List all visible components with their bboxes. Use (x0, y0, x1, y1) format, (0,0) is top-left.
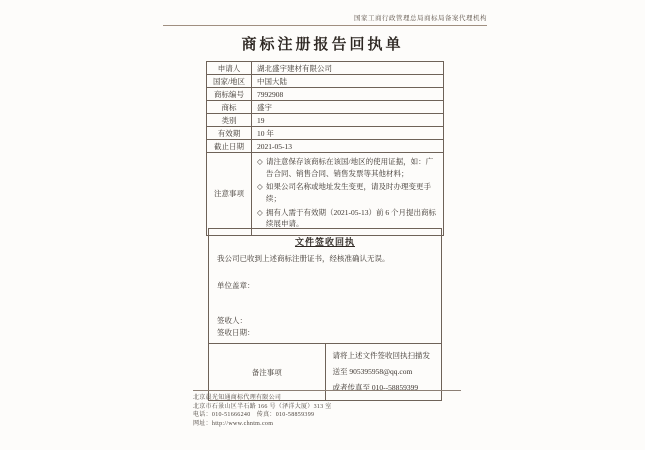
receipt-confirmation: 我公司已收到上述商标注册证书，经核准确认无误。 (217, 254, 390, 263)
notes-label: 注意事项 (207, 153, 252, 236)
row-label: 国家/地区 (207, 75, 252, 88)
letterhead-note: 国家工商行政管理总局商标局备案代理机构 (163, 13, 487, 26)
sign-date-label: 签收日期： (217, 328, 255, 337)
row-value: 2021-05-13 (252, 140, 444, 153)
document-title: 商标注册报告回执单 (241, 37, 404, 53)
row-label: 类别 (207, 114, 252, 127)
diamond-bullet-icon: ◇ (257, 207, 263, 217)
notes-row (207, 153, 444, 236)
stamp-label: 单位盖章： (217, 281, 255, 290)
row-label: 商标编号 (207, 88, 252, 101)
row-value: 湖北盛宇建材有限公司 (252, 62, 444, 75)
note-item (257, 156, 438, 179)
table-row (207, 140, 444, 153)
note-text: 拥有人需于有效期（2021-05-13）前 6 个月提出商标续展申请。 (266, 207, 436, 229)
row-value: 19 (252, 114, 444, 127)
trademark-info-table (206, 61, 444, 236)
row-value: 盛宇 (252, 101, 444, 114)
table-row (207, 75, 444, 88)
agency-footer (193, 390, 461, 428)
diamond-bullet-icon: ◇ (257, 157, 263, 166)
receipt-section-table (208, 228, 442, 401)
table-row (207, 127, 444, 140)
table-row (207, 62, 444, 75)
row-value: 中国大陆 (252, 75, 444, 88)
agency-address: 北京市石景山区半石路 166 号（泽洋大厦）313 室 (193, 403, 332, 410)
notes-cell (252, 153, 444, 236)
diamond-bullet-icon: ◇ (257, 182, 263, 192)
row-label: 申请人 (207, 62, 252, 75)
note-item (257, 207, 438, 230)
table-row (207, 114, 444, 127)
agency-website: 网址：http://www.chntm.com (193, 420, 274, 427)
note-item (257, 181, 438, 204)
note-text: 请注意保存该商标在该国/地区的使用证据，如：广告合同、销售合同、销售发票等其他材料； (266, 157, 434, 178)
row-value: 7992908 (252, 88, 444, 101)
agency-company: 北京晨光知通商标代理有限公司 (193, 395, 282, 401)
agency-phone-fax: 电话：010-51666240 传真：010-58859399 (193, 412, 315, 419)
receipt-title: 文件签收回执 (294, 237, 355, 247)
remark-line: 请将上述文件签收回执扫描发送至 905395958@qq.com (332, 351, 430, 376)
signer-label: 签收人： (217, 316, 247, 325)
receipt-body-cell (209, 229, 442, 344)
row-label: 截止日期 (207, 140, 252, 153)
table-row (207, 88, 444, 101)
remark-label: 备注事项 (209, 344, 326, 401)
receipt-body-row (209, 229, 442, 344)
row-value: 10 年 (252, 127, 444, 140)
remark-line: 或者传真至 010--58859399 (332, 383, 419, 392)
row-label: 商标 (207, 101, 252, 114)
table-row (207, 101, 444, 114)
note-text: 如果公司名称或地址发生变更，请及时办理变更手续； (266, 182, 431, 203)
row-label: 有效期 (207, 127, 252, 140)
